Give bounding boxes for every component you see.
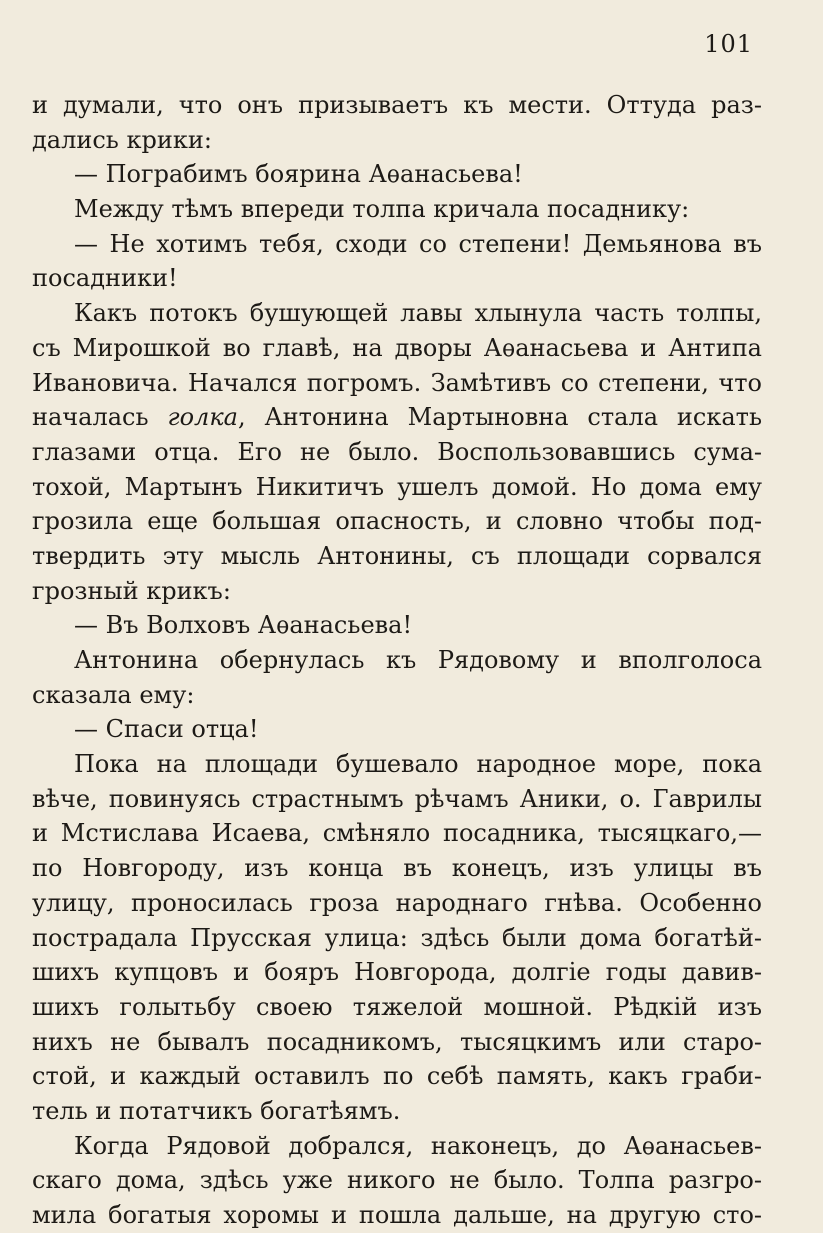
text-segment: , Антонина Мартыновна стала искать bbox=[237, 403, 762, 432]
text-line: съ Мирошкой во главѣ, на дворы Аѳанасьева и Антипа bbox=[32, 333, 762, 362]
emphasized-word: голка bbox=[167, 403, 238, 432]
text-line: и думали, что онъ призываетъ къ мести. Оттуда раз- bbox=[32, 91, 762, 119]
text-segment: началась bbox=[32, 403, 168, 432]
text-line: Ивановича. Начался погромъ. Замѣтивъ со степени, что bbox=[32, 368, 762, 397]
text-line: Антонина обернулась къ Рядовому и вполголоса bbox=[74, 646, 762, 674]
body-text bbox=[32, 88, 762, 1233]
text-line: посадники! bbox=[32, 264, 178, 293]
text-line: грозила еще большая опасность, и словно чтобы под- bbox=[32, 507, 762, 536]
text-line: нихъ не бывалъ посадникомъ, тысяцкимъ или старо- bbox=[32, 1027, 762, 1056]
text-line: по Новгороду, изъ конца въ конецъ, изъ улицы въ bbox=[32, 854, 762, 883]
text-line: — Пограбимъ боярина Аѳанасьева! bbox=[74, 160, 523, 189]
text-line: твердить эту мысль Антонины, съ площади сорвался bbox=[32, 541, 762, 570]
page-number: 101 bbox=[704, 30, 753, 58]
text-line: мила богатыя хоромы и пошла дальше, на другую сто- bbox=[32, 1201, 762, 1229]
text-line: дались крики: bbox=[32, 125, 212, 154]
text-line: Какъ потокъ бушующей лавы хлынула часть толпы, bbox=[74, 299, 762, 328]
text-line: Между тѣмъ впереди толпа кричала посаднику: bbox=[74, 195, 690, 224]
text-line: и Мстислава Исаева, смѣняло посадника, тысяцкаго,— bbox=[32, 819, 762, 848]
text-line: скаго дома, здѣсь уже никого не было. Толпа разгро- bbox=[32, 1166, 762, 1195]
text-line: Когда Рядовой добрался, наконецъ, до Аѳанасьев- bbox=[74, 1131, 762, 1160]
text-line bbox=[32, 400, 762, 435]
text-line: грозный крикъ: bbox=[32, 576, 231, 605]
text-line: сказала ему: bbox=[32, 680, 195, 709]
text-line: Пока на площади бушевало народное море, пока bbox=[74, 750, 762, 779]
text-line: шихъ купцовъ и бояръ Новгорода, долгіе годы давив- bbox=[32, 958, 762, 987]
text-line: глазами отца. Его не было. Воспользовавшись сума- bbox=[32, 437, 762, 466]
text-line: тохой, Мартынъ Никитичъ ушелъ домой. Но дома ему bbox=[32, 472, 762, 501]
text-line: — Не хотимъ тебя, сходи со степени! Демьянова въ bbox=[74, 229, 762, 258]
text-line: — Въ Волховъ Аѳанасьева! bbox=[74, 611, 413, 640]
text-line: вѣче, повинуясь страстнымъ рѣчамъ Аники, о. Гаврилы bbox=[32, 784, 762, 813]
text-line: — Спаси отца! bbox=[74, 715, 259, 744]
text-line: тель и потатчикъ богатѣямъ. bbox=[32, 1096, 401, 1125]
text-line: шихъ голытьбу своею тяжелой мошной. Рѣдкій изъ bbox=[32, 992, 762, 1021]
text-line: пострадала Прусская улица: здѣсь были дома богатѣй- bbox=[32, 923, 762, 952]
text-line: стой, и каждый оставилъ по себѣ память, какъ граби- bbox=[32, 1062, 762, 1091]
text-line: улицу, проносилась гроза народнаго гнѣва. Особенно bbox=[32, 888, 762, 917]
